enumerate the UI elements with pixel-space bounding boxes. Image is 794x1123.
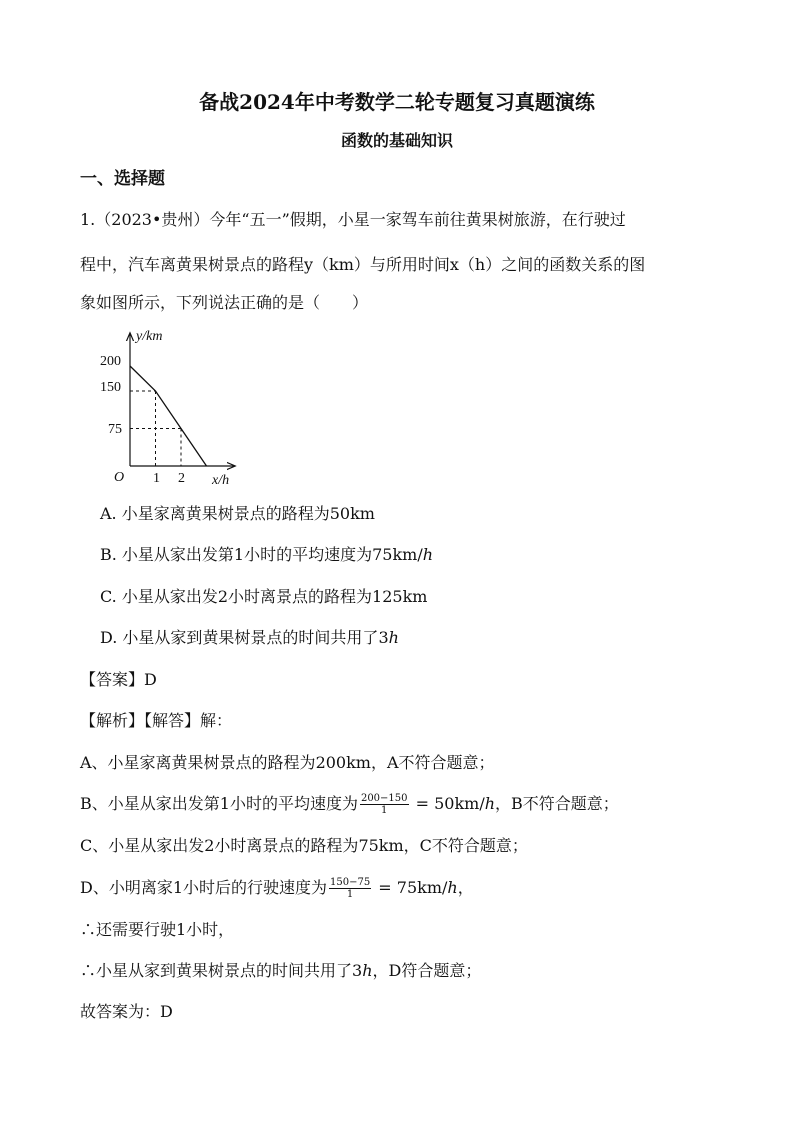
solution-c-text: C、小星从家出发2小时离景点的路程为 [80,836,359,855]
question-line-3: 象如图所示，下列说法正确的是（ ） [80,293,369,312]
solution-d [80,877,474,900]
y-tick-200: 200 [100,354,121,369]
option-d [100,627,399,649]
option-b [100,544,433,566]
solution-d-text: D、小明离家1小时后的行驶速度为 [80,878,328,897]
analysis-heading: 【解析】【解答】解： [80,711,233,730]
solution-b-fraction [360,793,409,816]
solution-d-unit: h [447,878,458,897]
solution-c-tail: ，C不符合题意； [403,836,528,855]
question-line-2: 程中，汽车离黄果树景点的路程y（km）与所用时间x（h）之间的函数关系的图 [80,255,646,274]
option-a-value: 50km [329,504,375,523]
solution-d-tail: ， [457,878,474,897]
solution-b-unit: h [484,794,496,813]
option-d-unit: h [388,628,399,647]
solution-step-2-tail: ，D符合题意； [372,961,482,980]
option-a [100,503,375,525]
option-d-value: 3 [378,628,389,647]
page-title: 备战2024年中考数学二轮专题复习真题演练 [199,90,595,114]
solution-step-2-text: ∴小星从家到黄果树景点的时间共用了 [80,961,353,980]
question-line-1: 1.（2023•贵州）今年“五一”假期，小星一家驾车前往黄果树旅游，在行驶过 [80,210,626,229]
graph-line [130,366,207,466]
solution-step-1: ∴还需要行驶1小时， [80,920,235,939]
option-b-value: 75km/ [372,545,423,564]
option-c-text: C. 小星从家出发2小时离景点的路程为 [100,587,373,606]
fraction-numerator: 200−150 [360,793,408,804]
origin-label: O [114,470,125,485]
solution-a [80,752,495,774]
y-tick-150: 150 [100,380,121,395]
section-heading: 一、选择题 [80,169,165,189]
x-tick-1: 1 [153,471,160,486]
final-answer: 故答案为：D [80,1002,173,1021]
option-b-text: B. 小星从家出发第1小时的平均速度为 [100,545,373,564]
solution-b-text: B、小星从家出发第1小时的平均速度为 [80,794,358,813]
page-subtitle: 函数的基础知识 [340,131,453,150]
function-graph [96,326,246,486]
option-a-text: A. 小星家离黄果树景点的路程为 [100,504,330,523]
fraction-numerator: 150−75 [330,877,371,888]
option-c [100,586,427,608]
y-axis-label: y/km [136,329,163,344]
solution-b-equals: = 50km/ [410,794,485,813]
x-axis-label: x/h [212,473,230,486]
fraction-denominator: 1 [346,889,354,900]
solution-c [80,835,528,857]
y-tick-75: 75 [108,422,122,437]
solution-step-2 [80,960,481,982]
answer: 【答案】D [80,670,157,689]
solution-step-2-unit: h [362,961,373,980]
solution-a-text: A、小星家离黄果树景点的路程为 [80,753,316,772]
solution-d-equals: = 75km/ [373,878,448,897]
solution-a-value: 200km [315,753,371,772]
option-c-value: 125km [372,587,428,606]
solution-c-value: 75km [358,836,404,855]
x-tick-2: 2 [178,471,185,486]
option-d-text: D. 小星从家到黄果树景点的时间共用了 [100,628,379,647]
option-b-unit: h [422,545,434,564]
solution-step-2-value: 3 [352,961,363,980]
solution-a-tail: ，A不符合题意； [370,753,495,772]
solution-b-tail: ，B不符合题意； [495,794,619,813]
solution-d-fraction [329,877,371,900]
solution-b [80,793,619,816]
dashed-guides [130,391,181,466]
fraction-denominator: 1 [381,805,388,816]
